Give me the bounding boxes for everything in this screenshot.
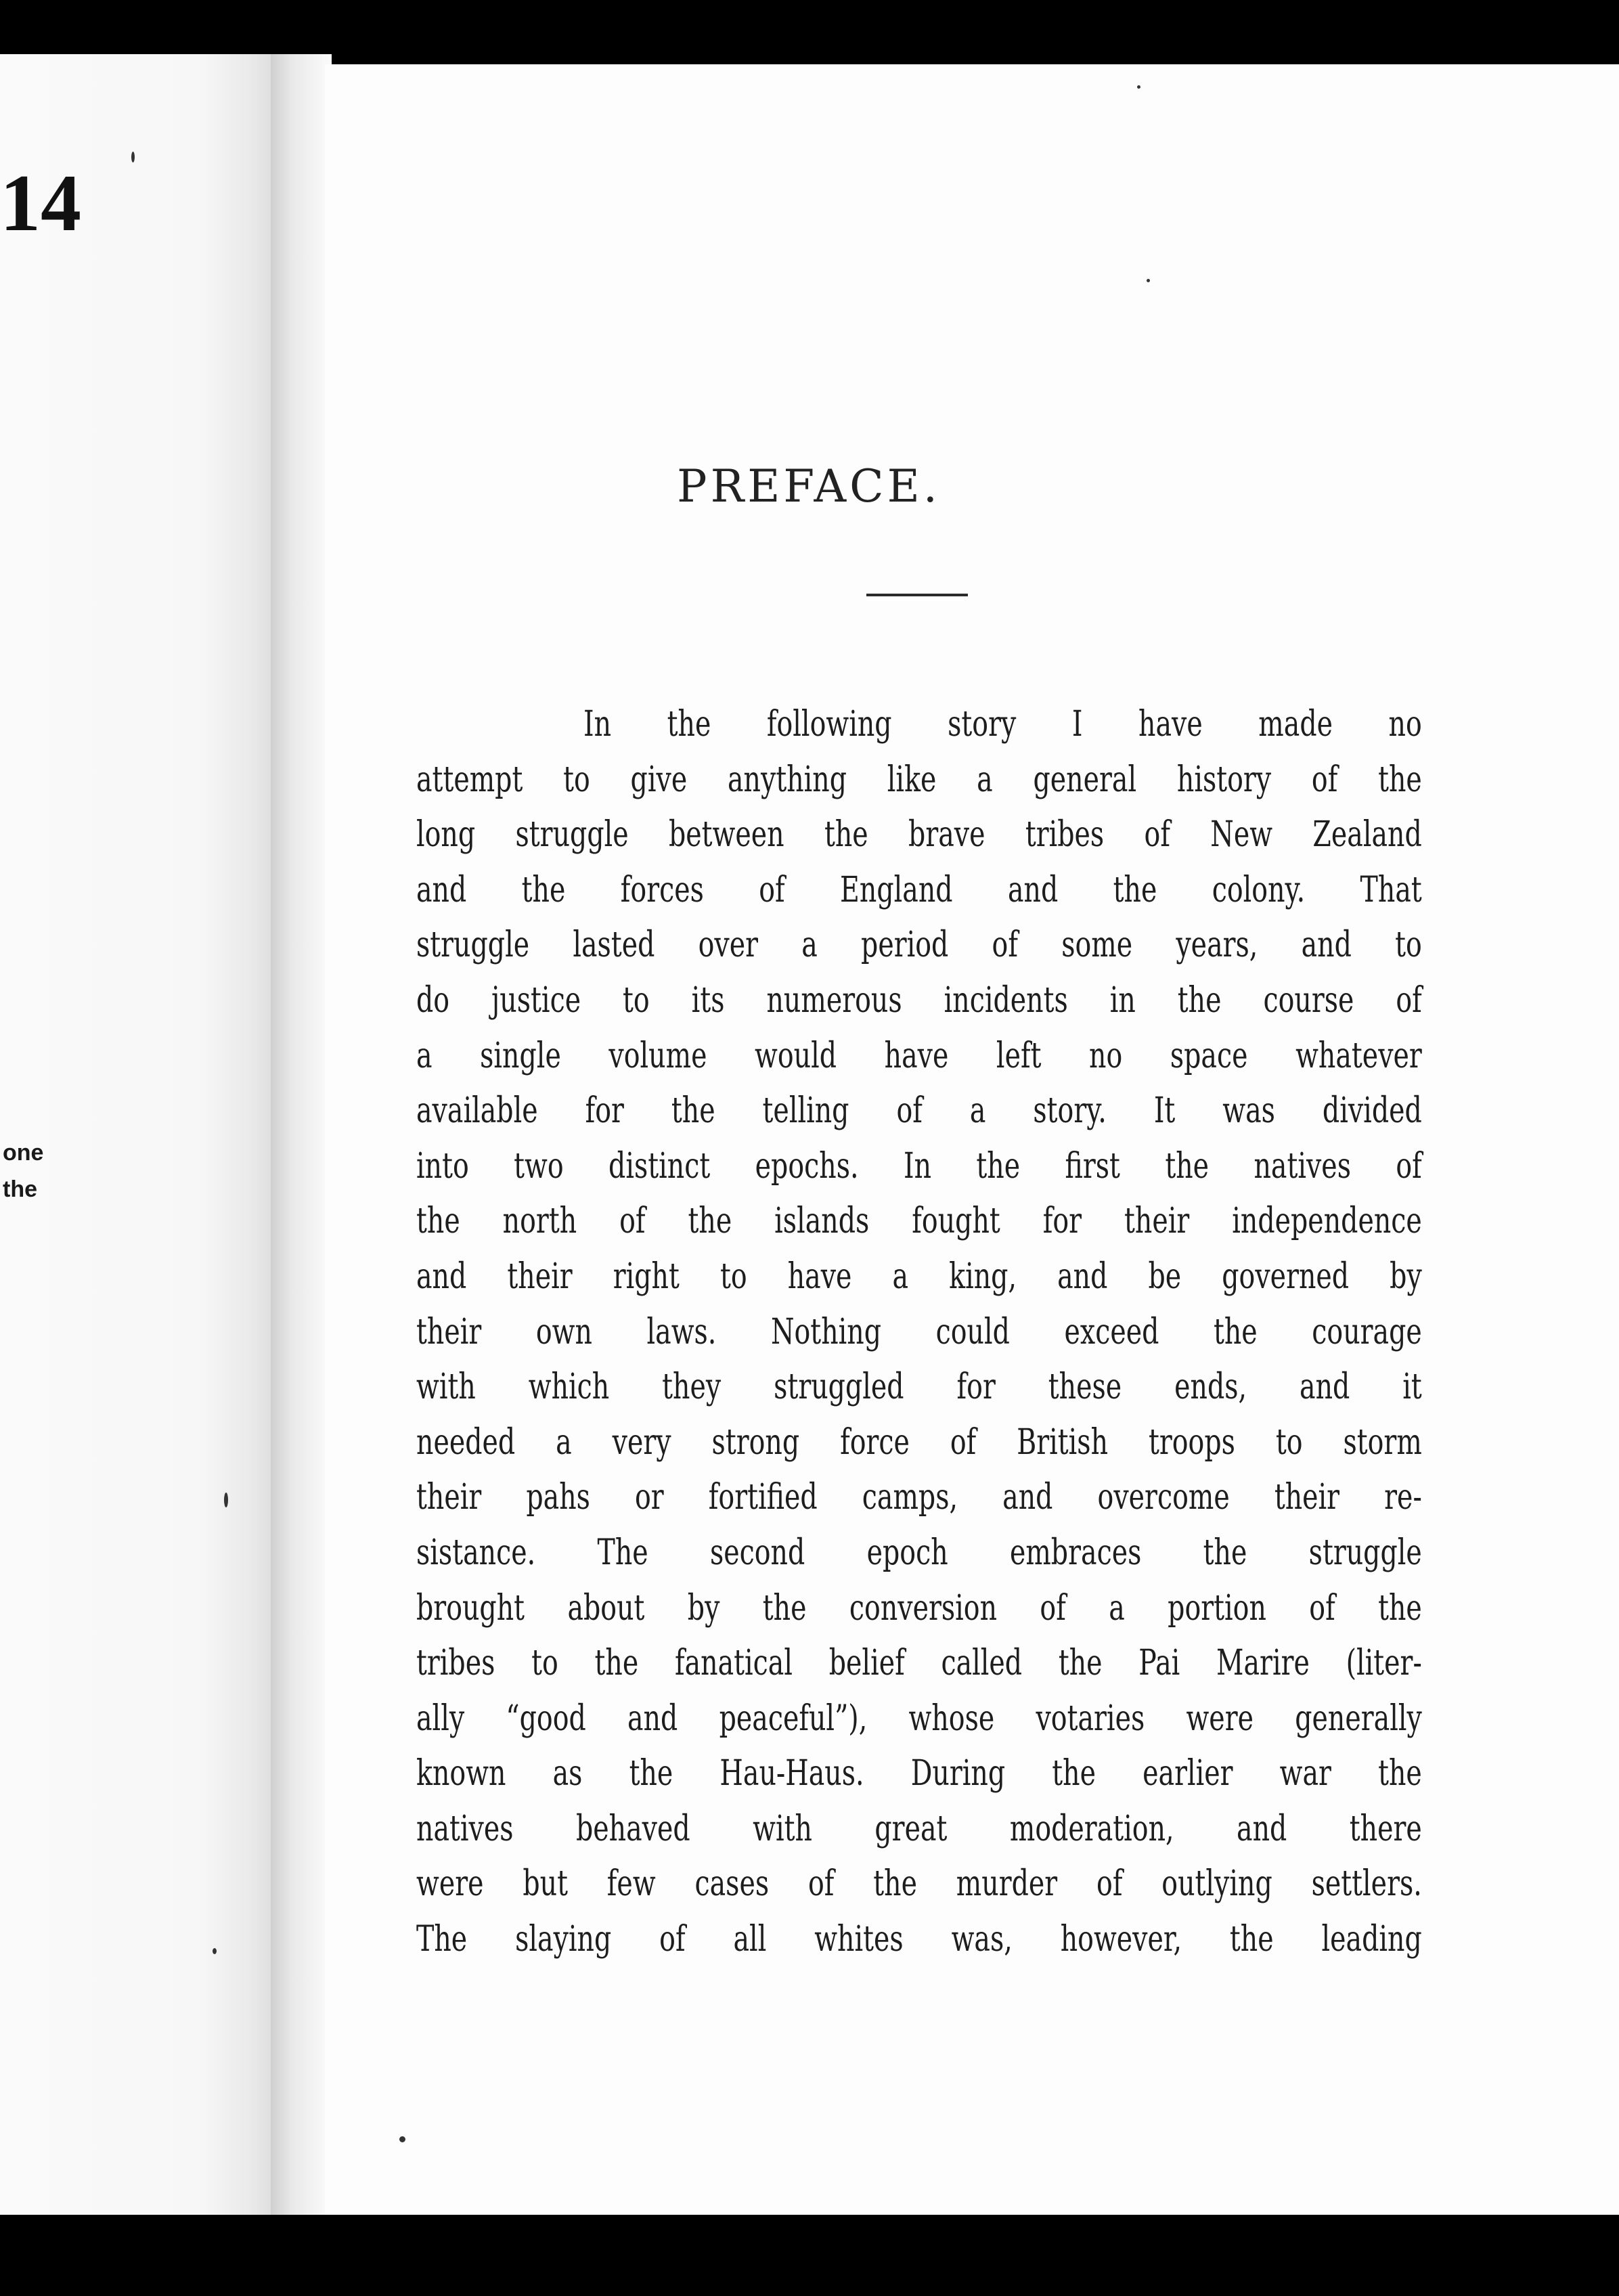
preface-body: [416, 697, 1422, 1968]
facing-page-text-fragment: the: [3, 1176, 37, 1202]
text-line: natives behaved with great moderation, and there: [416, 1808, 1422, 1849]
text-line: known as the Hau-Haus. During the earlier war the: [416, 1753, 1422, 1794]
text-line: a single volume would have left no space whatever: [416, 1035, 1422, 1076]
facing-page-text-fragment: one: [3, 1140, 44, 1166]
scan-speck: [1147, 279, 1150, 282]
preface-page: [325, 64, 1619, 2215]
text-line: long struggle between the brave tribes of New Zealand: [416, 814, 1422, 856]
text-line: their own laws. Nothing could exceed the courage: [416, 1311, 1422, 1352]
text-line: In the following story I have made no: [583, 704, 1422, 745]
text-line: the north of the islands fought for their independence: [416, 1201, 1422, 1242]
text-line: struggle lasted over a period of some years, and to: [416, 925, 1422, 966]
facing-page-number: 14: [0, 158, 81, 248]
scan-border-bottom: [0, 2215, 1619, 2296]
text-line: into two distinct epochs. In the first the natives of: [416, 1145, 1422, 1187]
title-rule: [866, 594, 968, 596]
text-line: sistance. The second epoch embraces the struggle: [416, 1532, 1422, 1573]
text-line: with which they struggled for these ends, and it: [416, 1367, 1422, 1408]
text-line: and their right to have a king, and be governed by: [416, 1256, 1422, 1297]
scan-speck: [131, 152, 135, 162]
scan-speck: [1137, 85, 1140, 89]
scan-speck: [399, 2136, 405, 2142]
text-line: ally “good and peaceful”), whose votaries were generally: [416, 1698, 1422, 1739]
text-line: attempt to give anything like a general history of the: [416, 759, 1422, 800]
text-line: their pahs or fortified camps, and overcome their re-: [416, 1477, 1422, 1518]
page-title: PREFACE.: [677, 460, 941, 512]
text-line: do justice to its numerous incidents in the course of: [416, 979, 1422, 1021]
text-line: were but few cases of the murder of outlying settlers.: [416, 1863, 1422, 1905]
text-line: available for the telling of a story. It was divided: [416, 1090, 1422, 1132]
text-line: needed a very strong force of British troops to storm: [416, 1421, 1422, 1463]
book-gutter: [271, 54, 332, 2220]
scan-speck: [213, 1948, 217, 1954]
text-line: brought about by the conversion of a portion of the: [416, 1587, 1422, 1629]
text-line: tribes to the fanatical belief called the Pai Marire (liter-: [416, 1643, 1422, 1684]
facing-page: [0, 54, 284, 2220]
scan-speck: [224, 1493, 228, 1507]
text-line: and the forces of England and the colony. That: [416, 869, 1422, 910]
text-line: The slaying of all whites was, however, the leading: [416, 1919, 1422, 1960]
